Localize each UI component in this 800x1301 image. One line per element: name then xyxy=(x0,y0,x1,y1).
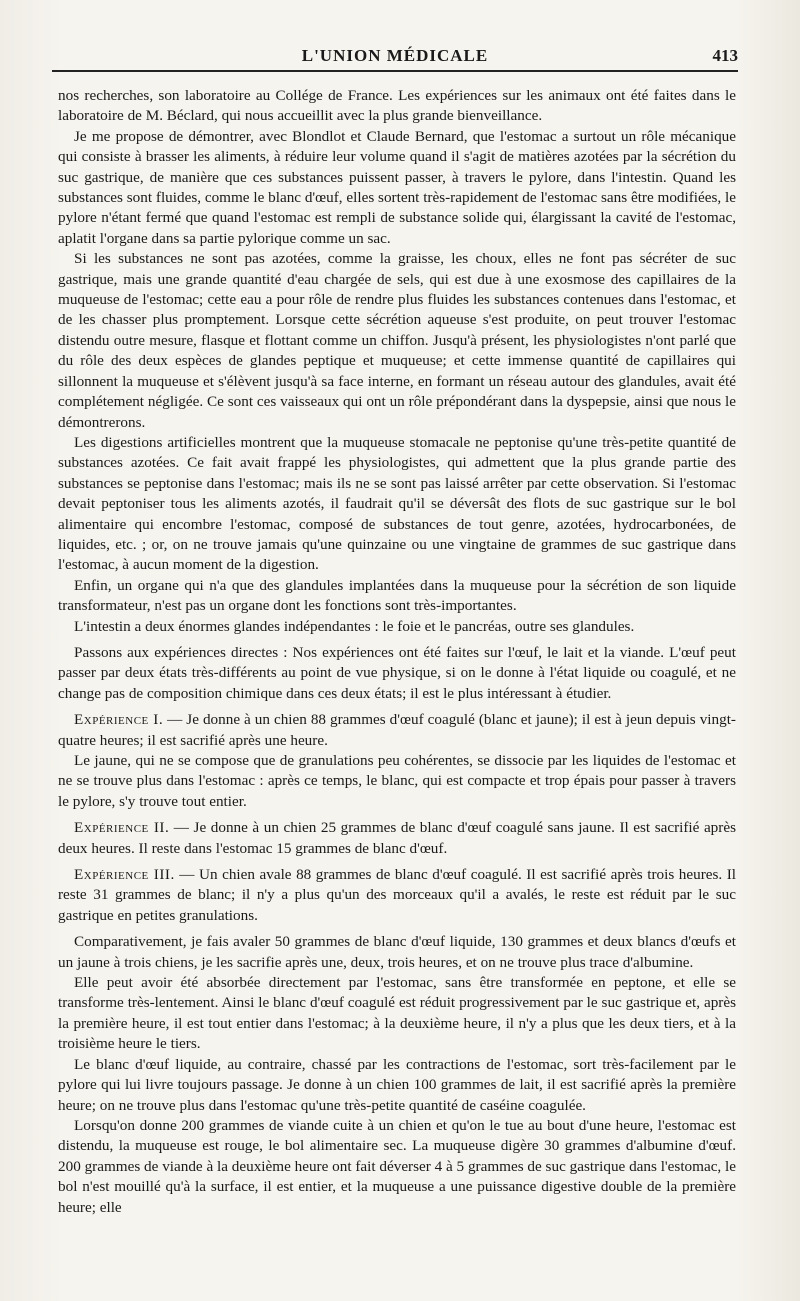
paragraph: Enfin, un organe qui n'a que des glandules implantées dans la muqueuse pour la sécrétion de son liquide transformateur, n'est pas un organe dont les fonctions sont très-importantes. xyxy=(58,576,736,615)
paragraph: Comparativement, je fais avaler 50 grammes de blanc d'œuf liquide, 130 grammes et deux blancs d'œufs et un jaune à trois chiens, je les sacrifie après une, deux, trois heures, et on ne trouve plus trace d'albumine. xyxy=(58,933,736,971)
experience-text: — Un chien avale 88 grammes de blanc d'œuf coagulé. Il est sacrifié après trois heures. Il reste 31 grammes de blanc; il n'y a plus qu'un des morceaux qu'il a avalés, le reste est réduit par le suc gastrique en petites granulations. xyxy=(58,866,736,924)
paragraph: Si les substances ne sont pas azotées, comme la graisse, les choux, elles ne font pas sécréter de suc gastrique, mais une grande quantité d'eau chargée de sels, qui est due à une exosmose des capillaires de la muqueuse de l'estomac; cette eau a pour rôle de rendre plus fluides les substances contenues dans l'estomac, et de les chasser plus promptement. Lorsque cette sécrétion aqueuse s'est produite, on peut trouver l'estomac distendu outre mesure, flasque et flottant comme un chiffon. Jusqu'à présent, les physiologistes n'ont parlé que du rôle des deux espèces de glandes peptique et muqueuse; et cette immense quantité de capillaires qui sillonnent la muqueuse et s'élèvent jusqu'à sa face interne, en formant un réseau autour des glandules, avait été complétement négligée. Ce sont ces vaisseaux qui ont un rôle prépondérant dans la dyspepsie, ainsi que nous le démontrerons. xyxy=(58,250,736,431)
paragraph: L'intestin a deux énormes glandes indépendantes : le foie et le pancréas, outre ses glandules. xyxy=(74,617,635,635)
experience-label: Expérience I. xyxy=(74,711,164,729)
paragraph: Lorsqu'on donne 200 grammes de viande cuite à un chien et qu'on le tue au bout d'une heure, l'estomac est distendu, la muqueuse est rouge, le bol alimentaire sec. La muqueuse digère 30 grammes d'albumine d'œuf. 200 grammes de viande à la deuxième heure ont fait déverser 4 à 5 grammes de suc gastrique dans l'estomac, le bol n'est mouillé qu'à la surface, il est entier, et la muqueuse a une puissance digestive double de la première heure; elle xyxy=(58,1116,736,1216)
paragraph xyxy=(58,751,736,812)
header-rule xyxy=(52,70,738,72)
experience-label: Expérience II. xyxy=(74,819,170,837)
paragraph: nos recherches, son laboratoire au Collége de France. Les expériences sur les animaux ont été faites dans le laboratoire de M. Béclard, qui nous accueillit avec la plus grande bienveillance. xyxy=(58,87,736,125)
running-head: L'UNION MÉDICALE xyxy=(301,46,489,65)
experience-text: Le jaune, qui ne se compose que de granulations peu cohérentes, se dissocie par les liquides de l'estomac et ne se trouve plus dans l'estomac : après ce temps, le blanc, qui est compacte et trop épais pour passer à travers le pylore, s'y trouve tout entier. xyxy=(58,752,736,810)
paragraph: Elle peut avoir été absorbée directement par l'estomac, sans être transformée en peptone, et elle se transforme très-lentement. Ainsi le blanc d'œuf coagulé est réduit progressivement par le suc gastrique et, après la première heure, il est tout entier dans l'estomac; à la deuxième heure, il n'y a plus que les deux tiers, et à la troisième heure le tiers. xyxy=(58,974,736,1053)
page-number: 413 xyxy=(712,46,738,65)
paragraph: Les digestions artificielles montrent que la muqueuse stomacale ne peptonise qu'une très-petite quantité de substances azotées. Ce fait avait frappé les physiologistes, qui admettent que la plus grande partie des substances se peptonise dans l'estomac; mais ils ne se sont pas laissé arrêter par cette observation. Si l'estomac devait peptoniser tous les aliments azotés, il faudrait qu'il se déversât des flots de suc gastrique sur le bol alimentaire qui encombre l'estomac, composé de substances de tout genre, azotées, hydrocarbonées, de liquides, etc. ; or, on ne trouve jamais qu'une quinzaine ou une vingtaine de grammes de suc gastrique dans l'estomac, à aucun moment de la digestion. xyxy=(58,433,736,574)
paragraph: Passons aux expériences directes : Nos expériences ont été faites sur l'œuf, le lait et la viande. L'œuf peut passer par deux états très-différents au point de vue physique, si on le donne à l'état liquide ou coagulé, et ne change pas de composition chimique dans ces deux états; il est le plus intéressant à étudier. xyxy=(58,643,736,702)
paragraph: Le blanc d'œuf liquide, au contraire, chassé par les contractions de l'estomac, sort très-facilement par le pylore qui lui livre toujours passage. Je donne à un chien 100 grammes de lait, il est sacrifié après la première heure; on ne trouve plus dans l'estomac qu'une très-petite quantité de caséine coagulée. xyxy=(58,1055,736,1114)
paragraph: Je me propose de démontrer, avec Blondlot et Claude Bernard, que l'estomac a surtout un rôle mécanique qui consiste à brasser les aliments, à réduire leur volume quand il s'agit de matières azotées par la sécrétion du suc gastrique, de manière que ces substances puissent passer, à travers le pylore, dans l'intestin. Quand les substances sont fluides, comme le blanc d'œuf, elles sortent très-rapidement de l'estomac sans être modifiées, le pylore n'étant fermé que quand l'estomac est rempli de substance solide qui, élargissant la cavité de l'estomac, aplatit l'organe dans sa partie pylorique comme un sac. xyxy=(58,127,736,247)
article-body xyxy=(58,86,736,1218)
experience-2 xyxy=(58,818,736,859)
experience-3 xyxy=(58,865,736,926)
experience-text: — Je donne à un chien 88 grammes d'œuf coagulé (blanc et jaune); il est à jeun depuis vingt-quatre heures; il est sacrifié après une heure. xyxy=(58,711,736,749)
experience-1 xyxy=(58,710,736,751)
page-header xyxy=(52,42,738,72)
experience-text: — Je donne à un chien 25 grammes de blanc d'œuf coagulé sans jaune. Il est sacrifié après deux heures. Il reste dans l'estomac 15 grammes de blanc d'œuf. xyxy=(58,819,736,857)
experience-label: Expérience III. xyxy=(74,866,175,884)
